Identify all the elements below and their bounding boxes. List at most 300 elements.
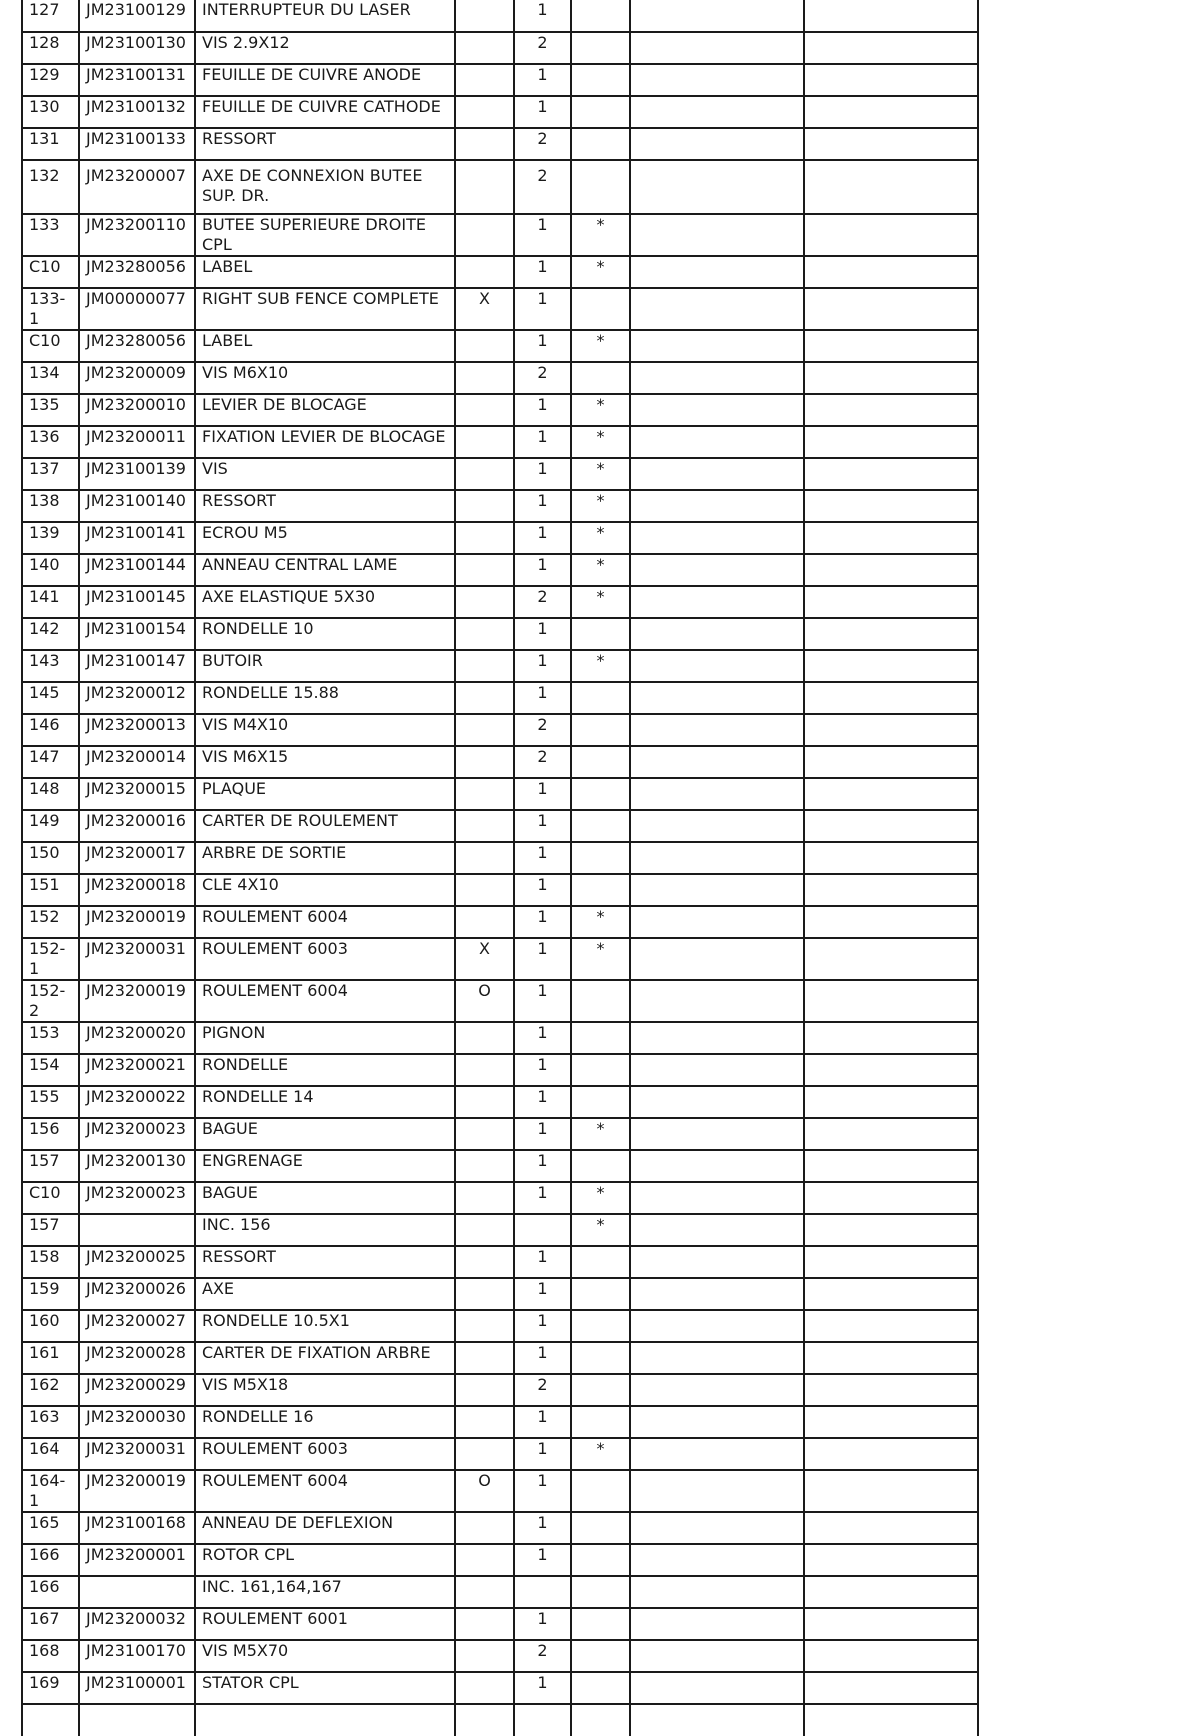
parts-list-sheet [21,0,977,1736]
availability-mark-cell: * [571,330,630,362]
part-code-cell [79,1576,195,1608]
reference-number-cell: 162 [22,1374,79,1406]
variant-flag-cell [455,160,514,214]
part-code-cell: JM23200011 [79,426,195,458]
availability-mark-cell [571,980,630,1022]
quantity-cell [514,1214,571,1246]
blank-cell [804,778,978,810]
variant-flag-cell [455,256,514,288]
description-cell: RONDELLE 14 [195,1086,455,1118]
part-code-cell [79,1704,195,1736]
reference-number-cell [22,1704,79,1736]
variant-flag-cell [455,842,514,874]
variant-flag-cell [455,1576,514,1608]
availability-mark-cell [571,1278,630,1310]
variant-flag-cell [455,458,514,490]
variant-flag-cell [455,0,514,32]
blank-cell [804,842,978,874]
table-row [22,1406,978,1438]
availability-mark-cell [571,1374,630,1406]
reference-number-cell: 146 [22,714,79,746]
quantity-cell: 2 [514,746,571,778]
availability-mark-cell [571,842,630,874]
blank-cell [804,1704,978,1736]
description-cell: RONDELLE 10 [195,618,455,650]
availability-mark-cell [571,874,630,906]
blank-cell [804,128,978,160]
blank-cell [804,0,978,32]
part-code-cell: JM23200007 [79,160,195,214]
table-row [22,1470,978,1512]
availability-mark-cell: * [571,522,630,554]
quantity-cell: 1 [514,330,571,362]
availability-mark-cell: * [571,906,630,938]
blank-cell [630,682,804,714]
description-cell: CARTER DE FIXATION ARBRE [195,1342,455,1374]
blank-cell [630,906,804,938]
variant-flag-cell [455,394,514,426]
variant-flag-cell: O [455,1470,514,1512]
blank-cell [630,96,804,128]
availability-mark-cell [571,1704,630,1736]
blank-cell [804,938,978,980]
table-row [22,1608,978,1640]
table-row [22,160,978,214]
part-code-cell: JM23100129 [79,0,195,32]
part-code-cell: JM23100139 [79,458,195,490]
variant-flag-cell [455,362,514,394]
quantity-cell: 1 [514,778,571,810]
availability-mark-cell: * [571,256,630,288]
part-code-cell: JM23100131 [79,64,195,96]
quantity-cell: 1 [514,490,571,522]
variant-flag-cell [455,778,514,810]
availability-mark-cell [571,810,630,842]
quantity-cell: 1 [514,214,571,256]
reference-number-cell: 164-1 [22,1470,79,1512]
quantity-cell: 1 [514,1608,571,1640]
quantity-cell: 1 [514,1182,571,1214]
quantity-cell: 1 [514,682,571,714]
availability-mark-cell [571,362,630,394]
variant-flag-cell [455,1310,514,1342]
quantity-cell: 1 [514,1150,571,1182]
availability-mark-cell: * [571,1438,630,1470]
blank-cell [630,522,804,554]
blank-cell [630,214,804,256]
variant-flag-cell: X [455,938,514,980]
description-cell: CARTER DE ROULEMENT [195,810,455,842]
description-cell: VIS M5X18 [195,1374,455,1406]
availability-mark-cell [571,682,630,714]
reference-number-cell: 166 [22,1544,79,1576]
description-cell: ROULEMENT 6004 [195,980,455,1022]
blank-cell [630,1406,804,1438]
blank-cell [630,938,804,980]
reference-number-cell: 142 [22,618,79,650]
reference-number-cell: 156 [22,1118,79,1150]
table-row [22,746,978,778]
part-code-cell: JM23200022 [79,1086,195,1118]
part-code-cell: JM23200020 [79,1022,195,1054]
description-cell: ROTOR CPL [195,1544,455,1576]
table-row [22,980,978,1022]
blank-cell [630,778,804,810]
availability-mark-cell [571,1576,630,1608]
blank-cell [804,330,978,362]
reference-number-cell: 143 [22,650,79,682]
reference-number-cell: 166 [22,1576,79,1608]
variant-flag-cell [455,1608,514,1640]
variant-flag-cell [455,1438,514,1470]
availability-mark-cell [571,1512,630,1544]
part-code-cell: JM23100001 [79,1672,195,1704]
reference-number-cell: 161 [22,1342,79,1374]
availability-mark-cell: * [571,1214,630,1246]
blank-cell [804,650,978,682]
table-row [22,1576,978,1608]
reference-number-cell: 167 [22,1608,79,1640]
variant-flag-cell [455,1342,514,1374]
availability-mark-cell [571,32,630,64]
blank-cell [804,1608,978,1640]
reference-number-cell: 128 [22,32,79,64]
reference-number-cell: 148 [22,778,79,810]
blank-cell [630,0,804,32]
blank-cell [630,650,804,682]
reference-number-cell: 152-2 [22,980,79,1022]
part-code-cell: JM23100154 [79,618,195,650]
blank-cell [630,1150,804,1182]
blank-cell [804,1118,978,1150]
availability-mark-cell [571,1246,630,1278]
table-row [22,96,978,128]
table-row [22,394,978,426]
availability-mark-cell: * [571,938,630,980]
quantity-cell: 1 [514,1086,571,1118]
quantity-cell: 1 [514,96,571,128]
variant-flag-cell [455,1150,514,1182]
availability-mark-cell [571,1022,630,1054]
quantity-cell: 1 [514,1118,571,1150]
part-code-cell: JM23200015 [79,778,195,810]
description-cell: STATOR CPL [195,1672,455,1704]
part-code-cell: JM23280056 [79,330,195,362]
part-code-cell: JM23200028 [79,1342,195,1374]
reference-number-cell: C10 [22,1182,79,1214]
description-cell: PLAQUE [195,778,455,810]
blank-cell [630,1672,804,1704]
description-cell [195,1704,455,1736]
variant-flag-cell [455,1374,514,1406]
blank-cell [630,160,804,214]
quantity-cell: 1 [514,874,571,906]
blank-cell [804,32,978,64]
part-code-cell: JM23200001 [79,1544,195,1576]
quantity-cell: 1 [514,842,571,874]
part-code-cell: JM23200019 [79,1470,195,1512]
blank-cell [804,1406,978,1438]
table-row [22,1310,978,1342]
blank-cell [804,288,978,330]
description-cell: LABEL [195,256,455,288]
variant-flag-cell [455,1054,514,1086]
description-cell: RESSORT [195,1246,455,1278]
description-cell: RONDELLE [195,1054,455,1086]
availability-mark-cell [571,160,630,214]
part-code-cell: JM23200110 [79,214,195,256]
quantity-cell: 1 [514,1438,571,1470]
reference-number-cell: 160 [22,1310,79,1342]
reference-number-cell: 136 [22,426,79,458]
variant-flag-cell [455,650,514,682]
quantity-cell: 2 [514,1374,571,1406]
part-code-cell: JM23100132 [79,96,195,128]
blank-cell [630,1214,804,1246]
part-code-cell: JM23200030 [79,1406,195,1438]
variant-flag-cell [455,810,514,842]
part-code-cell: JM23200026 [79,1278,195,1310]
table-row [22,938,978,980]
reference-number-cell: 159 [22,1278,79,1310]
variant-flag-cell [455,1672,514,1704]
blank-cell [804,394,978,426]
description-cell: ROULEMENT 6003 [195,1438,455,1470]
reference-number-cell: 169 [22,1672,79,1704]
part-code-cell: JM23200016 [79,810,195,842]
variant-flag-cell [455,1182,514,1214]
description-cell: ROULEMENT 6004 [195,1470,455,1512]
part-code-cell: JM23100130 [79,32,195,64]
part-code-cell: JM23100141 [79,522,195,554]
blank-cell [804,874,978,906]
reference-number-cell: 163 [22,1406,79,1438]
reference-number-cell: 132 [22,160,79,214]
quantity-cell: 1 [514,618,571,650]
blank-cell [630,458,804,490]
availability-mark-cell [571,288,630,330]
quantity-cell: 2 [514,160,571,214]
blank-cell [804,96,978,128]
description-cell: BUTEE SUPERIEURE DROITE CPL [195,214,455,256]
blank-cell [630,1310,804,1342]
availability-mark-cell [571,714,630,746]
blank-cell [630,714,804,746]
blank-cell [630,1278,804,1310]
description-cell: VIS M4X10 [195,714,455,746]
variant-flag-cell [455,906,514,938]
quantity-cell: 1 [514,1246,571,1278]
blank-cell [630,586,804,618]
table-row [22,1214,978,1246]
quantity-cell: 1 [514,1278,571,1310]
description-cell: VIS M6X15 [195,746,455,778]
description-cell: LEVIER DE BLOCAGE [195,394,455,426]
reference-number-cell: 138 [22,490,79,522]
table-row [22,906,978,938]
variant-flag-cell: X [455,288,514,330]
variant-flag-cell: O [455,980,514,1022]
blank-cell [804,618,978,650]
blank-cell [630,1374,804,1406]
blank-cell [630,746,804,778]
quantity-cell: 1 [514,906,571,938]
variant-flag-cell [455,1214,514,1246]
availability-mark-cell [571,64,630,96]
part-code-cell: JM00000077 [79,288,195,330]
blank-cell [804,362,978,394]
variant-flag-cell [455,1022,514,1054]
description-cell: BUTOIR [195,650,455,682]
reference-number-cell: 133-1 [22,288,79,330]
variant-flag-cell [455,522,514,554]
blank-cell [804,746,978,778]
table-row [22,586,978,618]
part-code-cell: JM23100140 [79,490,195,522]
quantity-cell: 2 [514,714,571,746]
description-cell: VIS M5X70 [195,1640,455,1672]
table-row [22,1022,978,1054]
description-cell: AXE ELASTIQUE 5X30 [195,586,455,618]
availability-mark-cell [571,1406,630,1438]
variant-flag-cell [455,128,514,160]
blank-cell [630,554,804,586]
availability-mark-cell [571,1608,630,1640]
blank-cell [630,980,804,1022]
quantity-cell: 1 [514,1470,571,1512]
blank-cell [630,842,804,874]
description-cell: VIS 2.9X12 [195,32,455,64]
reference-number-cell: 168 [22,1640,79,1672]
blank-cell [804,1150,978,1182]
reference-number-cell: 134 [22,362,79,394]
quantity-cell: 1 [514,426,571,458]
table-row [22,682,978,714]
description-cell: RONDELLE 16 [195,1406,455,1438]
quantity-cell: 1 [514,0,571,32]
blank-cell [804,906,978,938]
description-cell: RONDELLE 10.5X1 [195,1310,455,1342]
availability-mark-cell [571,1054,630,1086]
table-row [22,458,978,490]
part-code-cell: JM23100145 [79,586,195,618]
quantity-cell: 1 [514,1406,571,1438]
description-cell: INTERRUPTEUR DU LASER [195,0,455,32]
table-row [22,842,978,874]
availability-mark-cell: * [571,458,630,490]
part-code-cell: JM23200023 [79,1182,195,1214]
blank-cell [630,1544,804,1576]
blank-cell [630,1054,804,1086]
blank-cell [630,256,804,288]
description-cell: ARBRE DE SORTIE [195,842,455,874]
reference-number-cell: 154 [22,1054,79,1086]
blank-cell [804,256,978,288]
description-cell: ROULEMENT 6004 [195,906,455,938]
part-code-cell: JM23200027 [79,1310,195,1342]
availability-mark-cell [571,1086,630,1118]
table-row [22,1342,978,1374]
variant-flag-cell [455,96,514,128]
reference-number-cell: 130 [22,96,79,128]
reference-number-cell: 153 [22,1022,79,1054]
quantity-cell: 2 [514,586,571,618]
part-code-cell: JM23200009 [79,362,195,394]
blank-cell [804,554,978,586]
table-row [22,426,978,458]
quantity-cell: 1 [514,938,571,980]
description-cell: ANNEAU DE DEFLEXION [195,1512,455,1544]
availability-mark-cell: * [571,554,630,586]
table-row [22,810,978,842]
reference-number-cell: 133 [22,214,79,256]
blank-cell [804,810,978,842]
blank-cell [630,32,804,64]
part-code-cell: JM23200021 [79,1054,195,1086]
description-cell: LABEL [195,330,455,362]
variant-flag-cell [455,1118,514,1150]
blank-cell [630,1512,804,1544]
reference-number-cell: 137 [22,458,79,490]
blank-cell [630,362,804,394]
part-code-cell: JM23200018 [79,874,195,906]
blank-cell [630,1576,804,1608]
quantity-cell: 1 [514,980,571,1022]
availability-mark-cell [571,1672,630,1704]
reference-number-cell: 155 [22,1086,79,1118]
variant-flag-cell [455,426,514,458]
table-row [22,1672,978,1704]
availability-mark-cell [571,1342,630,1374]
availability-mark-cell: * [571,426,630,458]
table-row [22,554,978,586]
reference-number-cell: 158 [22,1246,79,1278]
table-row [22,1544,978,1576]
variant-flag-cell [455,214,514,256]
blank-cell [804,1342,978,1374]
availability-mark-cell: * [571,1118,630,1150]
part-code-cell: JM23100170 [79,1640,195,1672]
table-row [22,32,978,64]
quantity-cell: 2 [514,1640,571,1672]
table-row [22,1374,978,1406]
variant-flag-cell [455,586,514,618]
quantity-cell: 1 [514,1512,571,1544]
availability-mark-cell: * [571,650,630,682]
availability-mark-cell [571,1470,630,1512]
availability-mark-cell: * [571,214,630,256]
reference-number-cell: 127 [22,0,79,32]
reference-number-cell: 152-1 [22,938,79,980]
table-row [22,1438,978,1470]
part-code-cell: JM23200023 [79,1118,195,1150]
blank-cell [630,874,804,906]
description-cell: INC. 161,164,167 [195,1576,455,1608]
blank-cell [804,1672,978,1704]
part-code-cell: JM23100168 [79,1512,195,1544]
parts-table-body [22,0,978,1736]
part-code-cell: JM23100144 [79,554,195,586]
description-cell: VIS [195,458,455,490]
blank-cell [804,714,978,746]
variant-flag-cell [455,1512,514,1544]
blank-cell [804,1438,978,1470]
reference-number-cell: 151 [22,874,79,906]
table-row [22,256,978,288]
part-code-cell: JM23200019 [79,906,195,938]
table-row [22,64,978,96]
quantity-cell: 1 [514,458,571,490]
